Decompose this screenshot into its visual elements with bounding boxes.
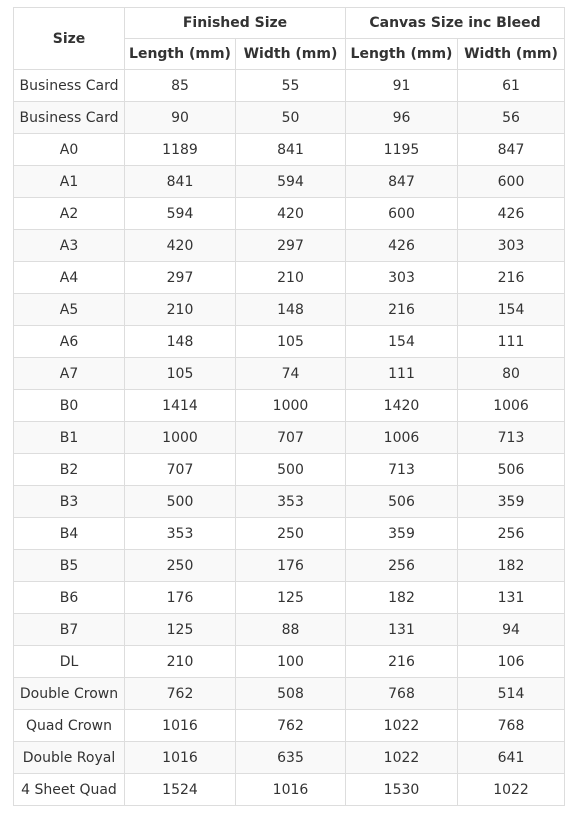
finished-width-header: Width (mm) (236, 39, 346, 70)
finished-width-cell: 297 (236, 230, 346, 262)
table-row (14, 742, 565, 774)
canvas-width-cell: 847 (458, 134, 565, 166)
finished-width-cell: 420 (236, 198, 346, 230)
canvas-width-cell: 713 (458, 422, 565, 454)
canvas-width-cell: 154 (458, 294, 565, 326)
table-row (14, 774, 565, 806)
canvas-length-cell: 111 (346, 358, 458, 390)
canvas-length-cell: 600 (346, 198, 458, 230)
table-row (14, 614, 565, 646)
table-row (14, 390, 565, 422)
canvas-width-cell: 641 (458, 742, 565, 774)
canvas-width-cell: 131 (458, 582, 565, 614)
canvas-width-cell: 94 (458, 614, 565, 646)
finished-length-cell: 1016 (125, 742, 236, 774)
finished-length-cell: 707 (125, 454, 236, 486)
canvas-length-cell: 216 (346, 294, 458, 326)
canvas-length-cell: 713 (346, 454, 458, 486)
canvas-length-cell: 182 (346, 582, 458, 614)
canvas-length-cell: 768 (346, 678, 458, 710)
finished-length-cell: 90 (125, 102, 236, 134)
size-cell: A3 (14, 230, 125, 262)
finished-width-cell: 50 (236, 102, 346, 134)
canvas-width-cell: 182 (458, 550, 565, 582)
canvas-length-cell: 96 (346, 102, 458, 134)
finished-width-cell: 74 (236, 358, 346, 390)
canvas-length-header: Length (mm) (346, 39, 458, 70)
table-body (14, 70, 565, 806)
finished-length-cell: 1524 (125, 774, 236, 806)
finished-width-cell: 210 (236, 262, 346, 294)
table-row (14, 486, 565, 518)
size-cell: B4 (14, 518, 125, 550)
size-cell: 4 Sheet Quad (14, 774, 125, 806)
table-row (14, 198, 565, 230)
canvas-size-header: Canvas Size inc Bleed (346, 8, 565, 39)
size-cell: A7 (14, 358, 125, 390)
table-row (14, 230, 565, 262)
canvas-width-cell: 1006 (458, 390, 565, 422)
finished-length-cell: 176 (125, 582, 236, 614)
canvas-length-cell: 91 (346, 70, 458, 102)
table-row (14, 422, 565, 454)
size-cell: DL (14, 646, 125, 678)
size-cell: B1 (14, 422, 125, 454)
finished-length-cell: 105 (125, 358, 236, 390)
size-cell: B7 (14, 614, 125, 646)
finished-width-cell: 353 (236, 486, 346, 518)
canvas-width-cell: 600 (458, 166, 565, 198)
size-cell: Quad Crown (14, 710, 125, 742)
table-row (14, 166, 565, 198)
canvas-width-cell: 56 (458, 102, 565, 134)
canvas-width-cell: 111 (458, 326, 565, 358)
canvas-length-cell: 216 (346, 646, 458, 678)
size-cell: Business Card (14, 70, 125, 102)
finished-length-header: Length (mm) (125, 39, 236, 70)
size-cell: Business Card (14, 102, 125, 134)
table-row (14, 358, 565, 390)
table-row (14, 262, 565, 294)
finished-length-cell: 1189 (125, 134, 236, 166)
size-cell: A6 (14, 326, 125, 358)
finished-length-cell: 1000 (125, 422, 236, 454)
size-cell: B5 (14, 550, 125, 582)
finished-length-cell: 148 (125, 326, 236, 358)
canvas-width-cell: 514 (458, 678, 565, 710)
size-cell: B2 (14, 454, 125, 486)
table-row (14, 710, 565, 742)
table-row (14, 326, 565, 358)
canvas-width-cell: 426 (458, 198, 565, 230)
finished-width-cell: 707 (236, 422, 346, 454)
finished-width-cell: 500 (236, 454, 346, 486)
canvas-length-cell: 426 (346, 230, 458, 262)
finished-width-cell: 841 (236, 134, 346, 166)
finished-width-cell: 55 (236, 70, 346, 102)
table-row (14, 518, 565, 550)
finished-width-cell: 1000 (236, 390, 346, 422)
table-row (14, 582, 565, 614)
finished-length-cell: 125 (125, 614, 236, 646)
finished-length-cell: 762 (125, 678, 236, 710)
size-cell: A4 (14, 262, 125, 294)
canvas-length-cell: 1420 (346, 390, 458, 422)
finished-length-cell: 500 (125, 486, 236, 518)
size-column-header: Size (14, 8, 125, 70)
finished-width-cell: 88 (236, 614, 346, 646)
finished-length-cell: 85 (125, 70, 236, 102)
table-row (14, 678, 565, 710)
canvas-length-cell: 154 (346, 326, 458, 358)
size-cell: A1 (14, 166, 125, 198)
finished-width-cell: 125 (236, 582, 346, 614)
size-cell: Double Royal (14, 742, 125, 774)
finished-width-cell: 762 (236, 710, 346, 742)
finished-length-cell: 250 (125, 550, 236, 582)
table-row (14, 646, 565, 678)
table-header (14, 8, 565, 70)
canvas-length-cell: 359 (346, 518, 458, 550)
canvas-length-cell: 131 (346, 614, 458, 646)
size-cell: A0 (14, 134, 125, 166)
table-row (14, 134, 565, 166)
canvas-width-cell: 303 (458, 230, 565, 262)
finished-width-cell: 250 (236, 518, 346, 550)
canvas-length-cell: 506 (346, 486, 458, 518)
size-cell: Double Crown (14, 678, 125, 710)
canvas-width-cell: 1022 (458, 774, 565, 806)
finished-length-cell: 1016 (125, 710, 236, 742)
canvas-length-cell: 1195 (346, 134, 458, 166)
canvas-width-cell: 216 (458, 262, 565, 294)
canvas-width-cell: 359 (458, 486, 565, 518)
canvas-length-cell: 1022 (346, 710, 458, 742)
canvas-length-cell: 847 (346, 166, 458, 198)
table-row (14, 294, 565, 326)
finished-length-cell: 420 (125, 230, 236, 262)
finished-length-cell: 1414 (125, 390, 236, 422)
canvas-width-cell: 106 (458, 646, 565, 678)
finished-length-cell: 210 (125, 646, 236, 678)
finished-length-cell: 353 (125, 518, 236, 550)
finished-width-cell: 594 (236, 166, 346, 198)
canvas-length-cell: 303 (346, 262, 458, 294)
canvas-length-cell: 1006 (346, 422, 458, 454)
finished-length-cell: 210 (125, 294, 236, 326)
header-row-groups (14, 8, 565, 39)
size-cell: B0 (14, 390, 125, 422)
canvas-length-cell: 256 (346, 550, 458, 582)
finished-width-cell: 635 (236, 742, 346, 774)
canvas-width-cell: 256 (458, 518, 565, 550)
finished-length-cell: 841 (125, 166, 236, 198)
size-cell: B6 (14, 582, 125, 614)
finished-length-cell: 594 (125, 198, 236, 230)
finished-width-cell: 105 (236, 326, 346, 358)
finished-width-cell: 148 (236, 294, 346, 326)
size-cell: A5 (14, 294, 125, 326)
finished-width-cell: 176 (236, 550, 346, 582)
finished-width-cell: 100 (236, 646, 346, 678)
canvas-width-cell: 506 (458, 454, 565, 486)
size-cell: A2 (14, 198, 125, 230)
canvas-width-cell: 768 (458, 710, 565, 742)
table-row (14, 454, 565, 486)
size-cell: B3 (14, 486, 125, 518)
table-row (14, 102, 565, 134)
paper-size-table (13, 7, 565, 806)
finished-length-cell: 297 (125, 262, 236, 294)
finished-width-cell: 508 (236, 678, 346, 710)
finished-width-cell: 1016 (236, 774, 346, 806)
canvas-width-cell: 80 (458, 358, 565, 390)
canvas-length-cell: 1022 (346, 742, 458, 774)
canvas-width-cell: 61 (458, 70, 565, 102)
table-row (14, 550, 565, 582)
finished-size-header: Finished Size (125, 8, 346, 39)
canvas-width-header: Width (mm) (458, 39, 565, 70)
canvas-length-cell: 1530 (346, 774, 458, 806)
table-row (14, 70, 565, 102)
